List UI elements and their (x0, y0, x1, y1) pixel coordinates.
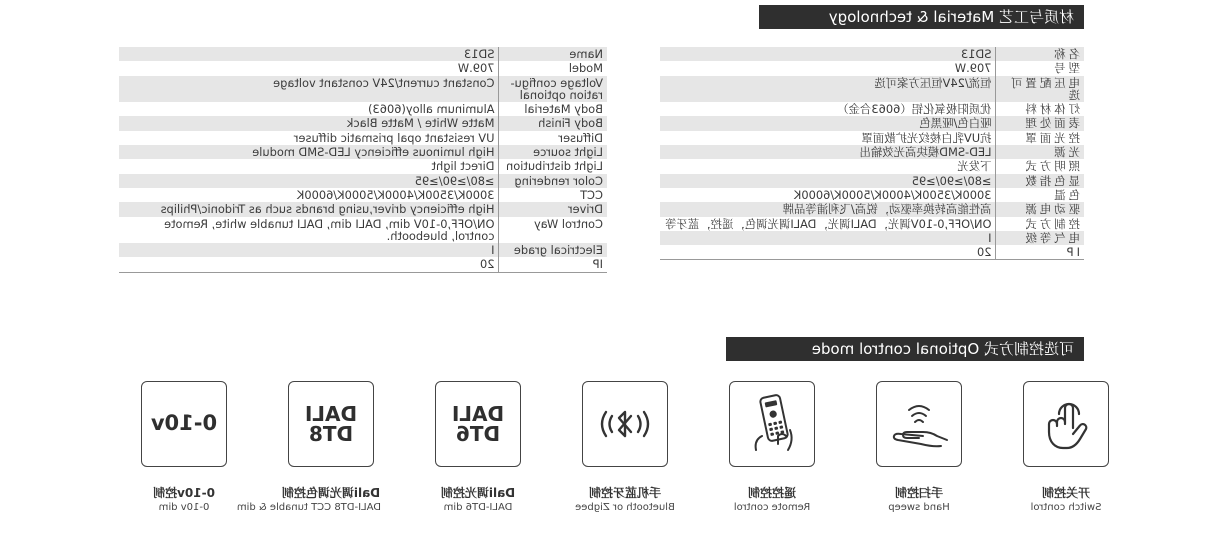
spec-value: Aluminum alloy(6063) (368, 102, 495, 117)
control-name-en: 0-10v dim (158, 502, 210, 513)
control-name-en: DALI-DT6 dim (443, 502, 513, 513)
control-name-en: Hand sweep (888, 502, 950, 513)
spec-table-english (119, 47, 607, 273)
spec-key: Color rendering (499, 174, 607, 188)
control-name-cn: 开关控制 (1042, 486, 1091, 500)
control-mode-switch (1016, 381, 1116, 515)
hand-sweep-icon (876, 381, 962, 467)
spec-value: ≥80/≥90/≥95 (119, 174, 499, 188)
spec-row (119, 131, 607, 145)
spec-row (660, 217, 1084, 231)
spec-value: Constant current/24V constant voltage (119, 76, 499, 103)
spec-value: 3000K/3500K/4000K/5000K/6000K (296, 187, 495, 202)
control-name-en: Switch control (1030, 502, 1102, 513)
spec-key: 控制方式 (996, 217, 1084, 231)
spec-row (119, 61, 607, 75)
spec-key: 显色指数 (996, 174, 1084, 188)
spec-key: Body Finish (499, 116, 607, 130)
spec-value: Matte White / Matte Black (119, 116, 499, 130)
spec-value: ON/OFF,0-10V调光，DALI调光，DALI调光调色，遥控，蓝牙等 (665, 216, 992, 231)
spec-key: 照明方式 (996, 159, 1084, 173)
spec-row (119, 202, 607, 216)
spec-value: ≥80/≥90/≥95 (660, 174, 996, 188)
spec-row (119, 47, 607, 61)
spec-key: 控光面罩 (996, 131, 1084, 145)
control-name-en: DALI-DT8 CCT tunable & dim (236, 502, 381, 513)
spec-row (119, 145, 607, 159)
spec-row (119, 243, 607, 257)
0-10v-icon: 0-10v (141, 381, 227, 467)
spec-value: 3000K/3500K/4000K/5000K/6000K (793, 187, 992, 202)
control-name-cn: 手机蓝牙控制 (589, 486, 662, 500)
spec-key: Electrical grade (499, 243, 607, 257)
spec-row (660, 116, 1084, 130)
spec-key: Light source (499, 145, 607, 159)
spec-value: 709.W (457, 61, 495, 76)
spec-row (119, 76, 607, 103)
spec-value: SD13 (660, 47, 996, 61)
control-name-cn: Dali调光调色控制 (281, 486, 381, 500)
spec-value: 恒流/24V恒压方案可选 (660, 76, 996, 103)
remote-icon (729, 381, 815, 467)
spec-row (660, 76, 1084, 103)
spec-key: 电压配置可选 (996, 76, 1084, 103)
spec-row (660, 174, 1084, 188)
spec-key: Body Material (499, 102, 607, 116)
spec-row (660, 131, 1084, 145)
spec-value: 抗UV乳白棱纹光扩散面罩 (861, 130, 992, 145)
spec-key: 驱动电源 (996, 202, 1084, 216)
spec-row (660, 159, 1084, 173)
spec-row (119, 188, 607, 202)
spec-value: 709.W (954, 61, 992, 76)
control-name-cn: 0-10v控制 (153, 486, 215, 500)
spec-row (119, 217, 607, 244)
spec-value: LED-SMD模块高光效输出 (660, 145, 996, 159)
spec-key: Name (499, 47, 607, 61)
control-name-cn: Dali调光控制 (440, 486, 516, 500)
spec-row (660, 145, 1084, 159)
control-mode-dali-dt6 (428, 381, 528, 515)
spec-value: 20 (660, 245, 996, 260)
spec-value: 下发光 (957, 159, 992, 174)
bluetooth-icon (582, 381, 668, 467)
spec-row (119, 257, 607, 272)
spec-key: 灯体材料 (996, 102, 1084, 116)
spec-key: IP (996, 245, 1084, 260)
spec-value: High efficiency driver,using brands such as Tridonic/Philips (119, 202, 499, 216)
control-name-en: Bluetooth or Zigbee (575, 502, 675, 513)
spec-row (119, 159, 607, 173)
spec-key: 光源 (996, 145, 1084, 159)
spec-value: ON/OFF,0-10V dim, DALI dim, DALI tunable white, Remote control, bluebooth. (164, 216, 495, 243)
spec-value: 优质阳极氧化铝（6063合金） (837, 102, 992, 117)
material-technology-banner: 材质与工艺 Material & technology (759, 5, 1084, 29)
control-mode-hand-sweep (869, 381, 969, 515)
spec-row (660, 202, 1084, 216)
spec-key: 表面处理 (996, 116, 1084, 130)
spec-key: Voltage configu-ration optional (499, 76, 607, 103)
spec-value: Direct light (431, 159, 495, 174)
spec-row (119, 116, 607, 130)
control-mode-0-10v (134, 381, 234, 515)
switch-icon (1023, 381, 1109, 467)
spec-value: I (660, 231, 996, 245)
spec-key: IP (499, 257, 607, 272)
spec-value: SD13 (119, 47, 499, 61)
spec-key: Control Way (499, 217, 607, 244)
control-name-en: Remote control (733, 502, 811, 513)
spec-value: 高性能高转换率驱动，锐高/飞利浦等品牌 (660, 202, 996, 216)
spec-row (660, 245, 1084, 260)
control-mode-remote (722, 381, 822, 515)
spec-value: 哑白色/哑黑色 (660, 116, 996, 130)
dali-dt8-icon: DALI DT8 (288, 381, 374, 467)
spec-key: CCT (499, 188, 607, 202)
spec-row (119, 174, 607, 188)
spec-key: Model (499, 61, 607, 75)
spec-row (119, 102, 607, 116)
control-mode-dali-dt8 (236, 381, 381, 515)
spec-row (660, 102, 1084, 116)
control-name-cn: 手扫控制 (895, 486, 944, 500)
spec-table-chinese (660, 47, 1084, 260)
dali-dt6-icon: DALI DT6 (435, 381, 521, 467)
control-mode-bluetooth (575, 381, 675, 515)
spec-row (660, 231, 1084, 245)
spec-key: Light distribution (499, 159, 607, 173)
spec-row (660, 61, 1084, 75)
spec-key: 电气等级 (996, 231, 1084, 245)
spec-value: I (119, 243, 499, 257)
spec-value: UV resistant opal prismatic diffuser (293, 130, 495, 145)
spec-value: 20 (119, 257, 499, 272)
spec-key: Driver (499, 202, 607, 216)
spec-row (660, 188, 1084, 202)
spec-value: High luminous efficiency LED-SMD module (119, 145, 499, 159)
spec-key: 色温 (996, 188, 1084, 202)
control-name-cn: 遥控控制 (748, 486, 797, 500)
spec-key: Diffuser (499, 131, 607, 145)
spec-key: 名称 (996, 47, 1084, 61)
spec-key: 型号 (996, 61, 1084, 75)
spec-row (660, 47, 1084, 61)
optional-control-banner: 可选控制方式 Optional control mode (726, 337, 1084, 361)
